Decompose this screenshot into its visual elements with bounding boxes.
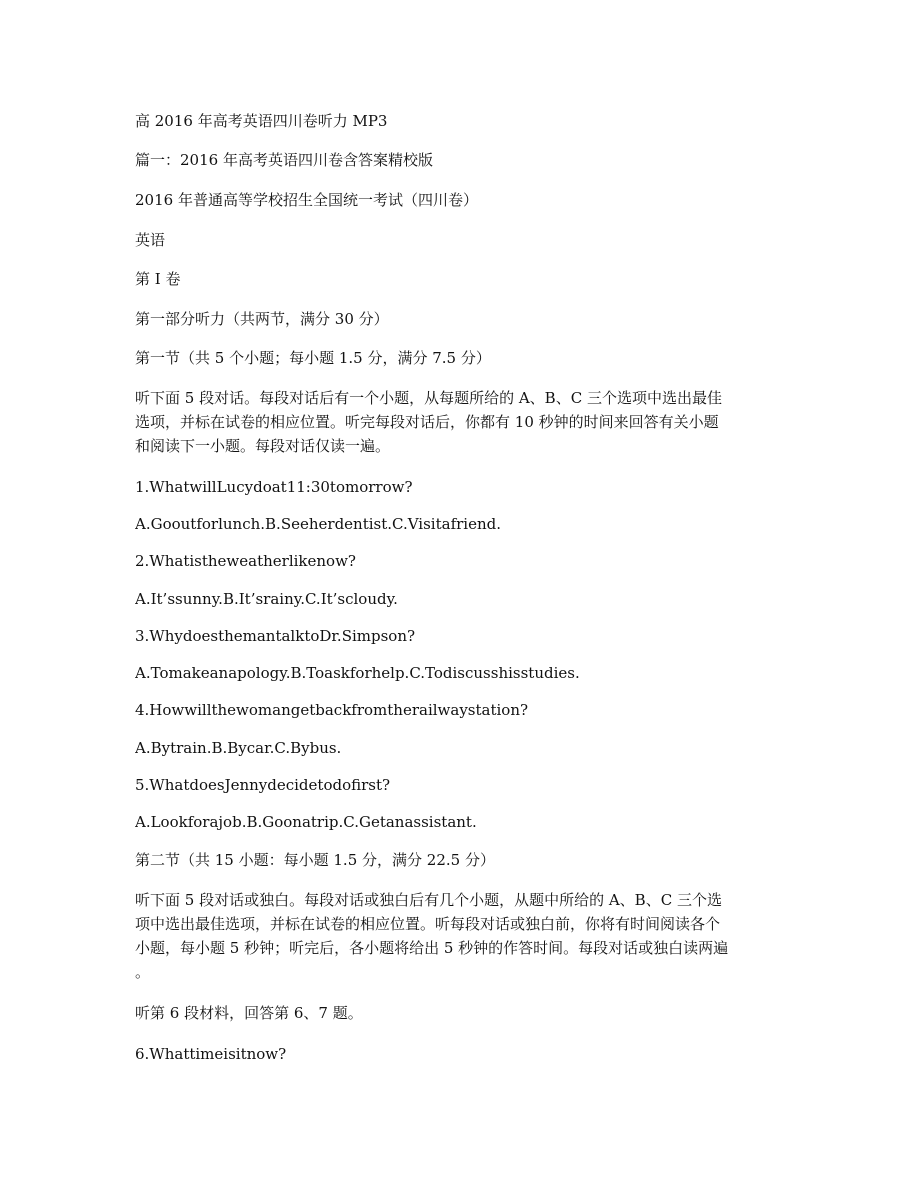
answers-3: A.Tomakeanapology.B.Toaskforhelp.C.Todiscusshisstudies. (135, 664, 580, 682)
answers-4: A.Bytrain.B.Bycar.C.Bybus. (135, 739, 342, 757)
instruction-line: 。 (135, 963, 151, 981)
question-3: 3.WhydoesthemantalktoDr.Simpson? (135, 627, 416, 645)
heading-part-one: 篇一：2016 年高考英语四川卷含答案精校版 (135, 151, 433, 169)
question-6: 6.Whattimeisitnow? (135, 1045, 287, 1063)
instruction-line: 听下面 5 段对话。每段对话后有一个小题，从每题所给的 A、B、C 三个选项中选出最佳 (135, 389, 722, 407)
document-title: 高 2016 年高考英语四川卷听力 MP3 (135, 112, 388, 130)
section-two-instructions (135, 888, 790, 984)
question-2: 2.Whatistheweatherlikenow? (135, 552, 356, 570)
section-one-instructions (135, 386, 790, 458)
instruction-line: 项中选出最佳选项，并标在试卷的相应位置。听每段对话或独白前，你将有时间阅读各个 (135, 915, 721, 933)
part-one-heading: 第一部分听力（共两节，满分 30 分） (135, 310, 389, 328)
answers-1: A.Gooutforlunch.B.Seeherdentist.C.Visitafriend. (135, 515, 501, 533)
answers-2: A.It’ssunny.B.It’srainy.C.It’scloudy. (135, 590, 398, 608)
section-two-heading: 第二节（共 15 小题：每小题 1.5 分，满分 22.5 分） (135, 851, 495, 869)
section-one-heading: 第一节（共 5 个小题；每小题 1.5 分，满分 7.5 分） (135, 349, 491, 367)
listen-material-6: 听第 6 段材料，回答第 6、7 题。 (135, 1004, 363, 1022)
answers-5: A.Lookforajob.B.Goonatrip.C.Getanassistant. (135, 813, 477, 831)
volume-label: 第 I 卷 (135, 270, 181, 288)
question-5: 5.WhatdoesJennydecidetodofirst? (135, 776, 391, 794)
instruction-line: 和阅读下一小题。每段对话仅读一遍。 (135, 437, 391, 455)
instruction-line: 小题，每小题 5 秒钟；听完后，各小题将给出 5 秒钟的作答时间。每段对话或独白读两遍 (135, 939, 729, 957)
exam-title: 2016 年普通高等学校招生全国统一考试（四川卷） (135, 191, 478, 209)
question-1: 1.WhatwillLucydoat11:30tomorrow? (135, 478, 413, 496)
subject-label: 英语 (135, 231, 166, 249)
question-4: 4.Howwillthewomangetbackfromtherailwaystation? (135, 701, 529, 719)
instruction-line: 选项，并标在试卷的相应位置。听完每段对话后，你都有 10 秒钟的时间来回答有关小题 (135, 413, 719, 431)
instruction-line: 听下面 5 段对话或独白。每段对话或独白后有几个小题，从题中所给的 A、B、C 三个选 (135, 891, 722, 909)
